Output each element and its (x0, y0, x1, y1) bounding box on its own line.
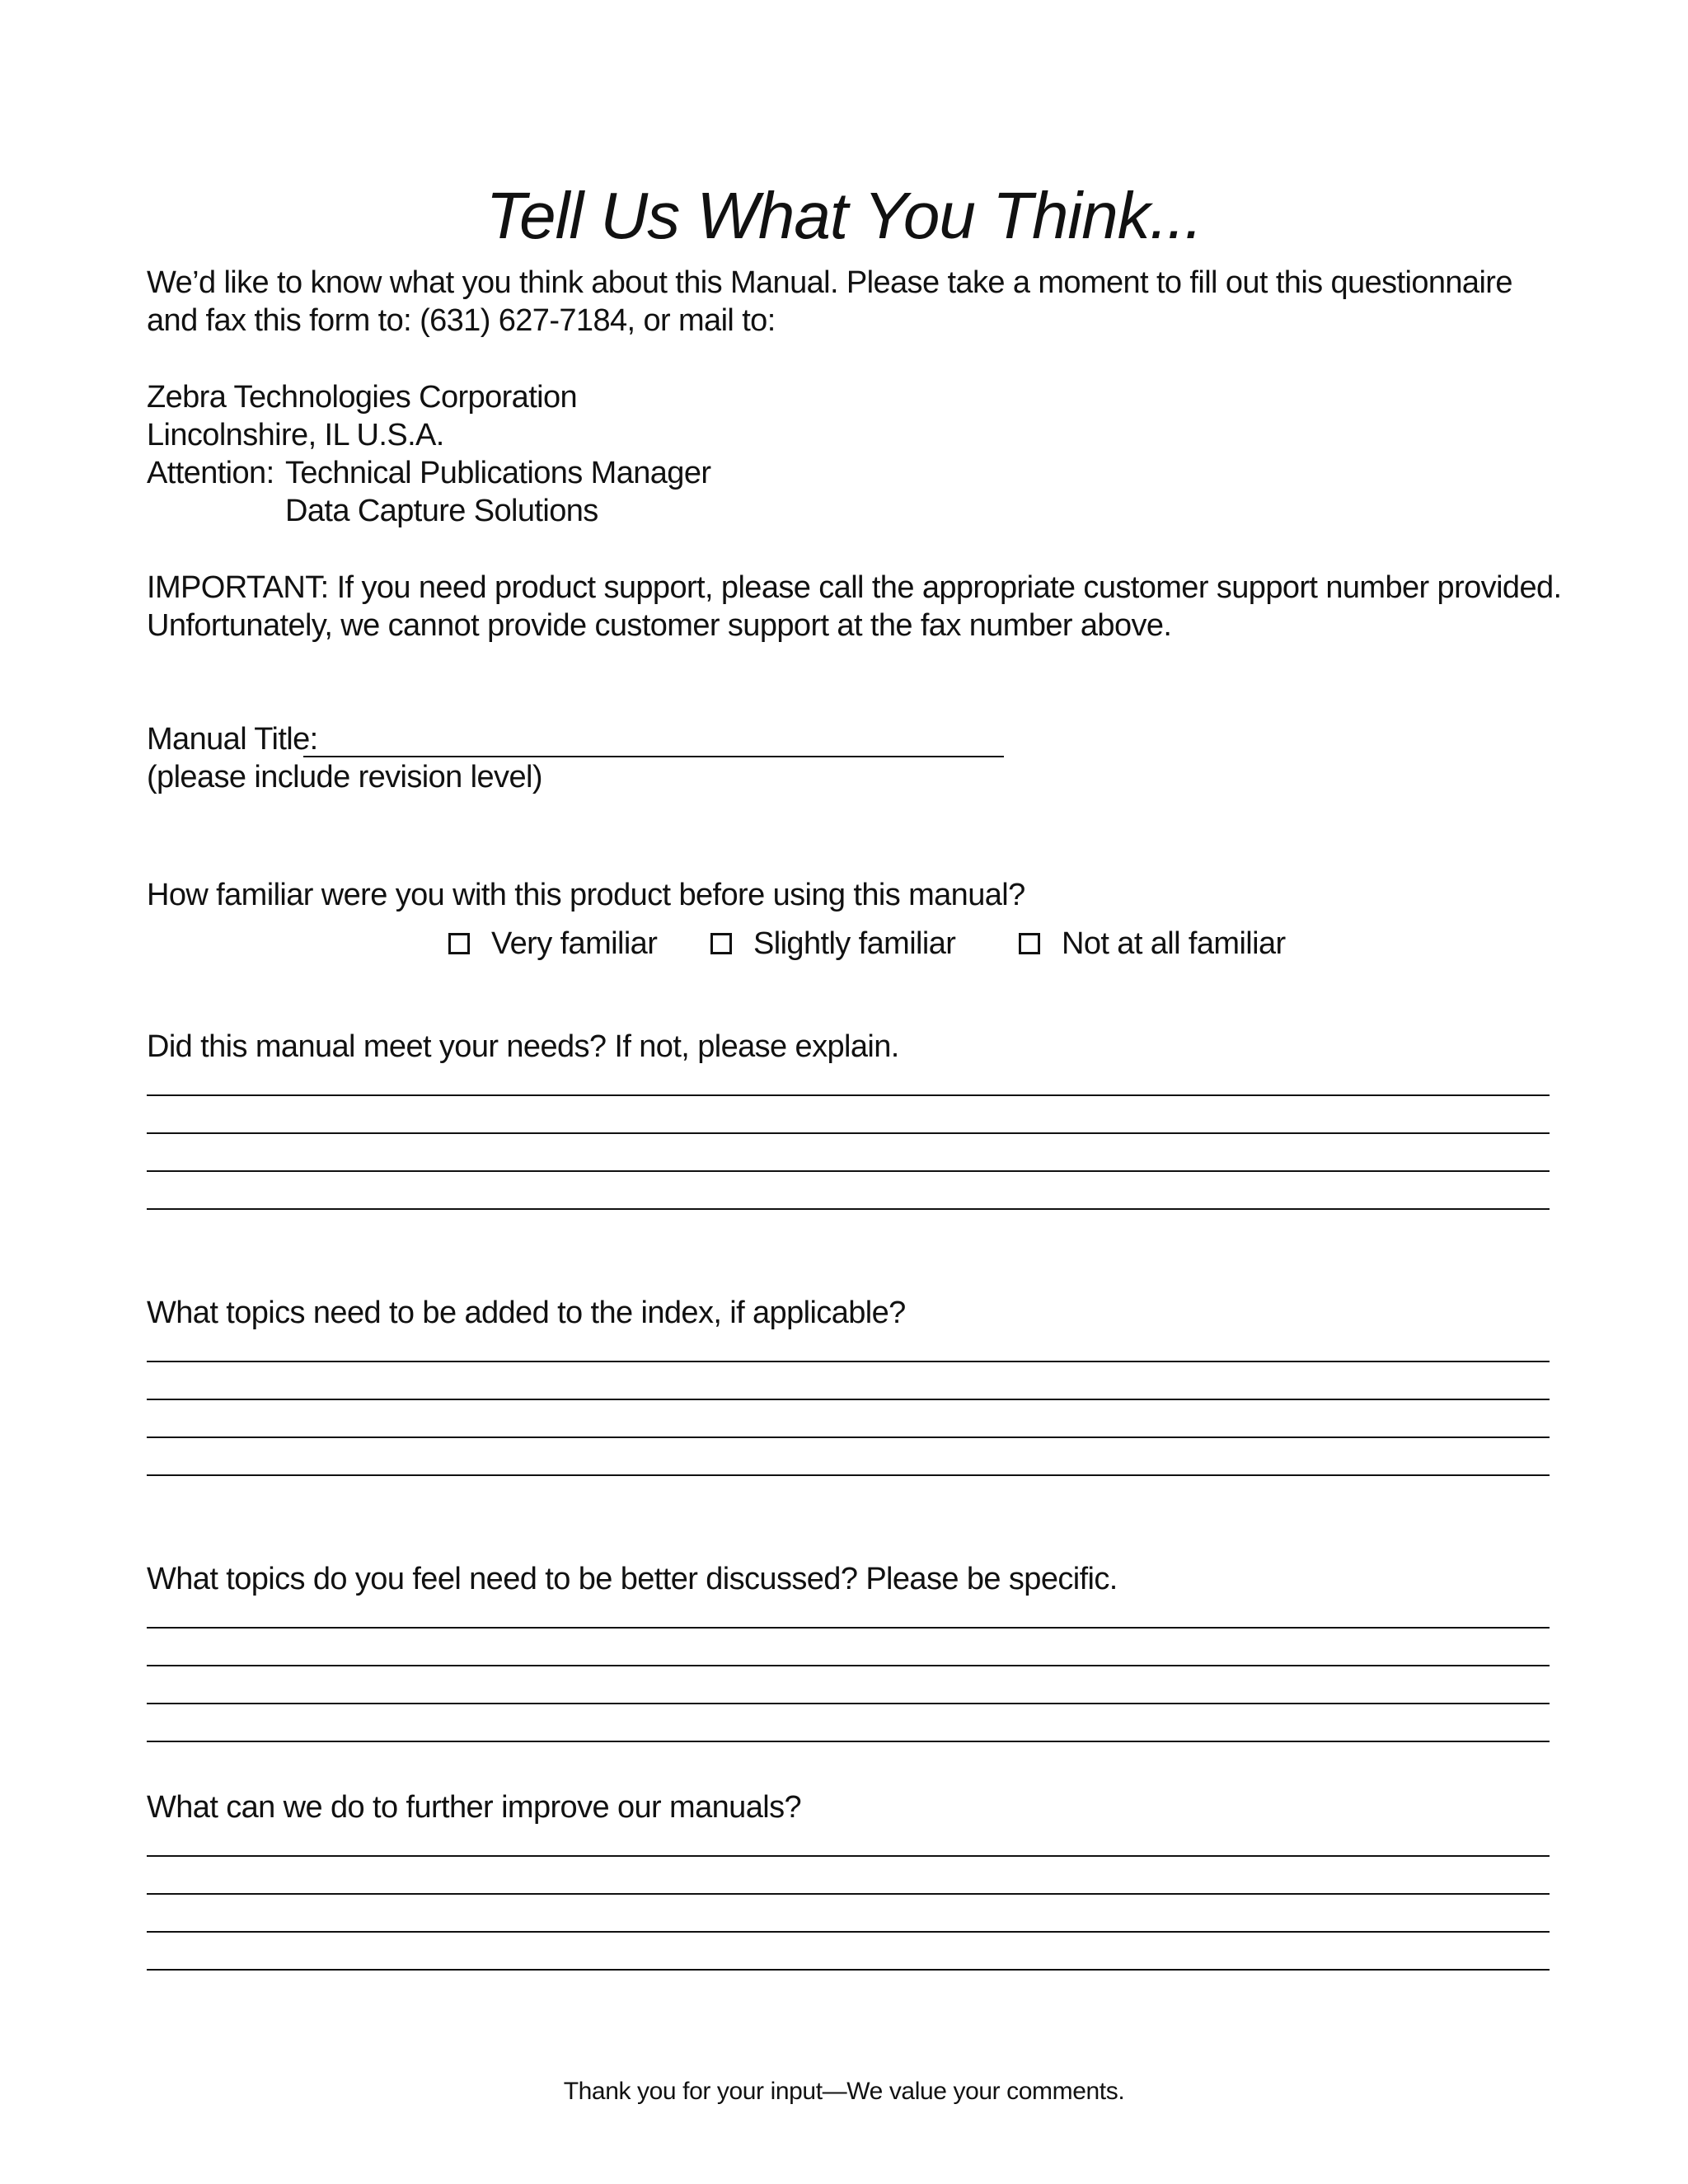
company-location: Lincolnshire, IL U.S.A. (147, 418, 444, 452)
attention-line-1: Technical Publications Manager (285, 456, 711, 490)
familiarity-options (0, 925, 1688, 963)
question-index: What topics need to be added to the index, if applicable? (147, 1296, 906, 1330)
option-very-familiar[interactable] (448, 925, 657, 963)
option-label: Very familiar (491, 926, 658, 961)
manual-title-label: Manual Title: (147, 722, 318, 757)
answer-line[interactable] (147, 1208, 1550, 1210)
question-discussed: What topics do you feel need to be better discussed? Please be specific. (147, 1562, 1118, 1596)
answer-line[interactable] (147, 1741, 1550, 1742)
footer-thank-you: Thank you for your input—We value your comments. (563, 2078, 1125, 2105)
answer-line[interactable] (147, 1665, 1550, 1666)
intro-paragraph: We’d like to know what you think about this Manual. Please take a moment to fill out this questionnaire and fax this form to: (631) 627-7184, or mail to: (147, 265, 1512, 338)
manual-title-note: (please include revision level) (147, 760, 542, 794)
answer-line[interactable] (147, 1893, 1550, 1895)
answer-line[interactable] (147, 1969, 1550, 1971)
answer-line[interactable] (147, 1094, 1550, 1096)
attention-label: Attention: (147, 456, 274, 490)
answer-line[interactable] (147, 1132, 1550, 1134)
answer-line[interactable] (147, 1361, 1550, 1362)
manual-title-field[interactable] (303, 756, 1004, 757)
answer-line[interactable] (147, 1703, 1550, 1704)
answer-line[interactable] (147, 1931, 1550, 1933)
familiarity-question: How familiar were you with this product before using this manual? (147, 878, 1025, 912)
answer-line[interactable] (147, 1855, 1550, 1857)
answer-line[interactable] (147, 1474, 1550, 1476)
question-improve: What can we do to further improve our manuals? (147, 1790, 802, 1825)
option-slightly-familiar[interactable] (710, 925, 955, 963)
checkbox-very-familiar[interactable] (448, 933, 470, 954)
company-name: Zebra Technologies Corporation (147, 380, 578, 415)
answer-line[interactable] (147, 1170, 1550, 1172)
answer-line[interactable] (147, 1436, 1550, 1438)
answer-line[interactable] (147, 1399, 1550, 1400)
option-label: Not at all familiar (1062, 926, 1286, 961)
option-not-at-all-familiar[interactable] (1019, 925, 1286, 963)
page-title: Tell Us What You Think... (485, 179, 1203, 252)
option-label: Slightly familiar (753, 926, 956, 961)
checkbox-slightly-familiar[interactable] (710, 933, 732, 954)
question-needs: Did this manual meet your needs? If not, please explain. (147, 1029, 899, 1064)
answer-line[interactable] (147, 1627, 1550, 1629)
important-notice: IMPORTANT: If you need product support, please call the appropriate customer support number provided. Unfortunately, we cannot provide customer support at the fax number above. (147, 570, 1562, 643)
checkbox-not-at-all-familiar[interactable] (1019, 933, 1040, 954)
attention-line-2: Data Capture Solutions (285, 494, 598, 528)
